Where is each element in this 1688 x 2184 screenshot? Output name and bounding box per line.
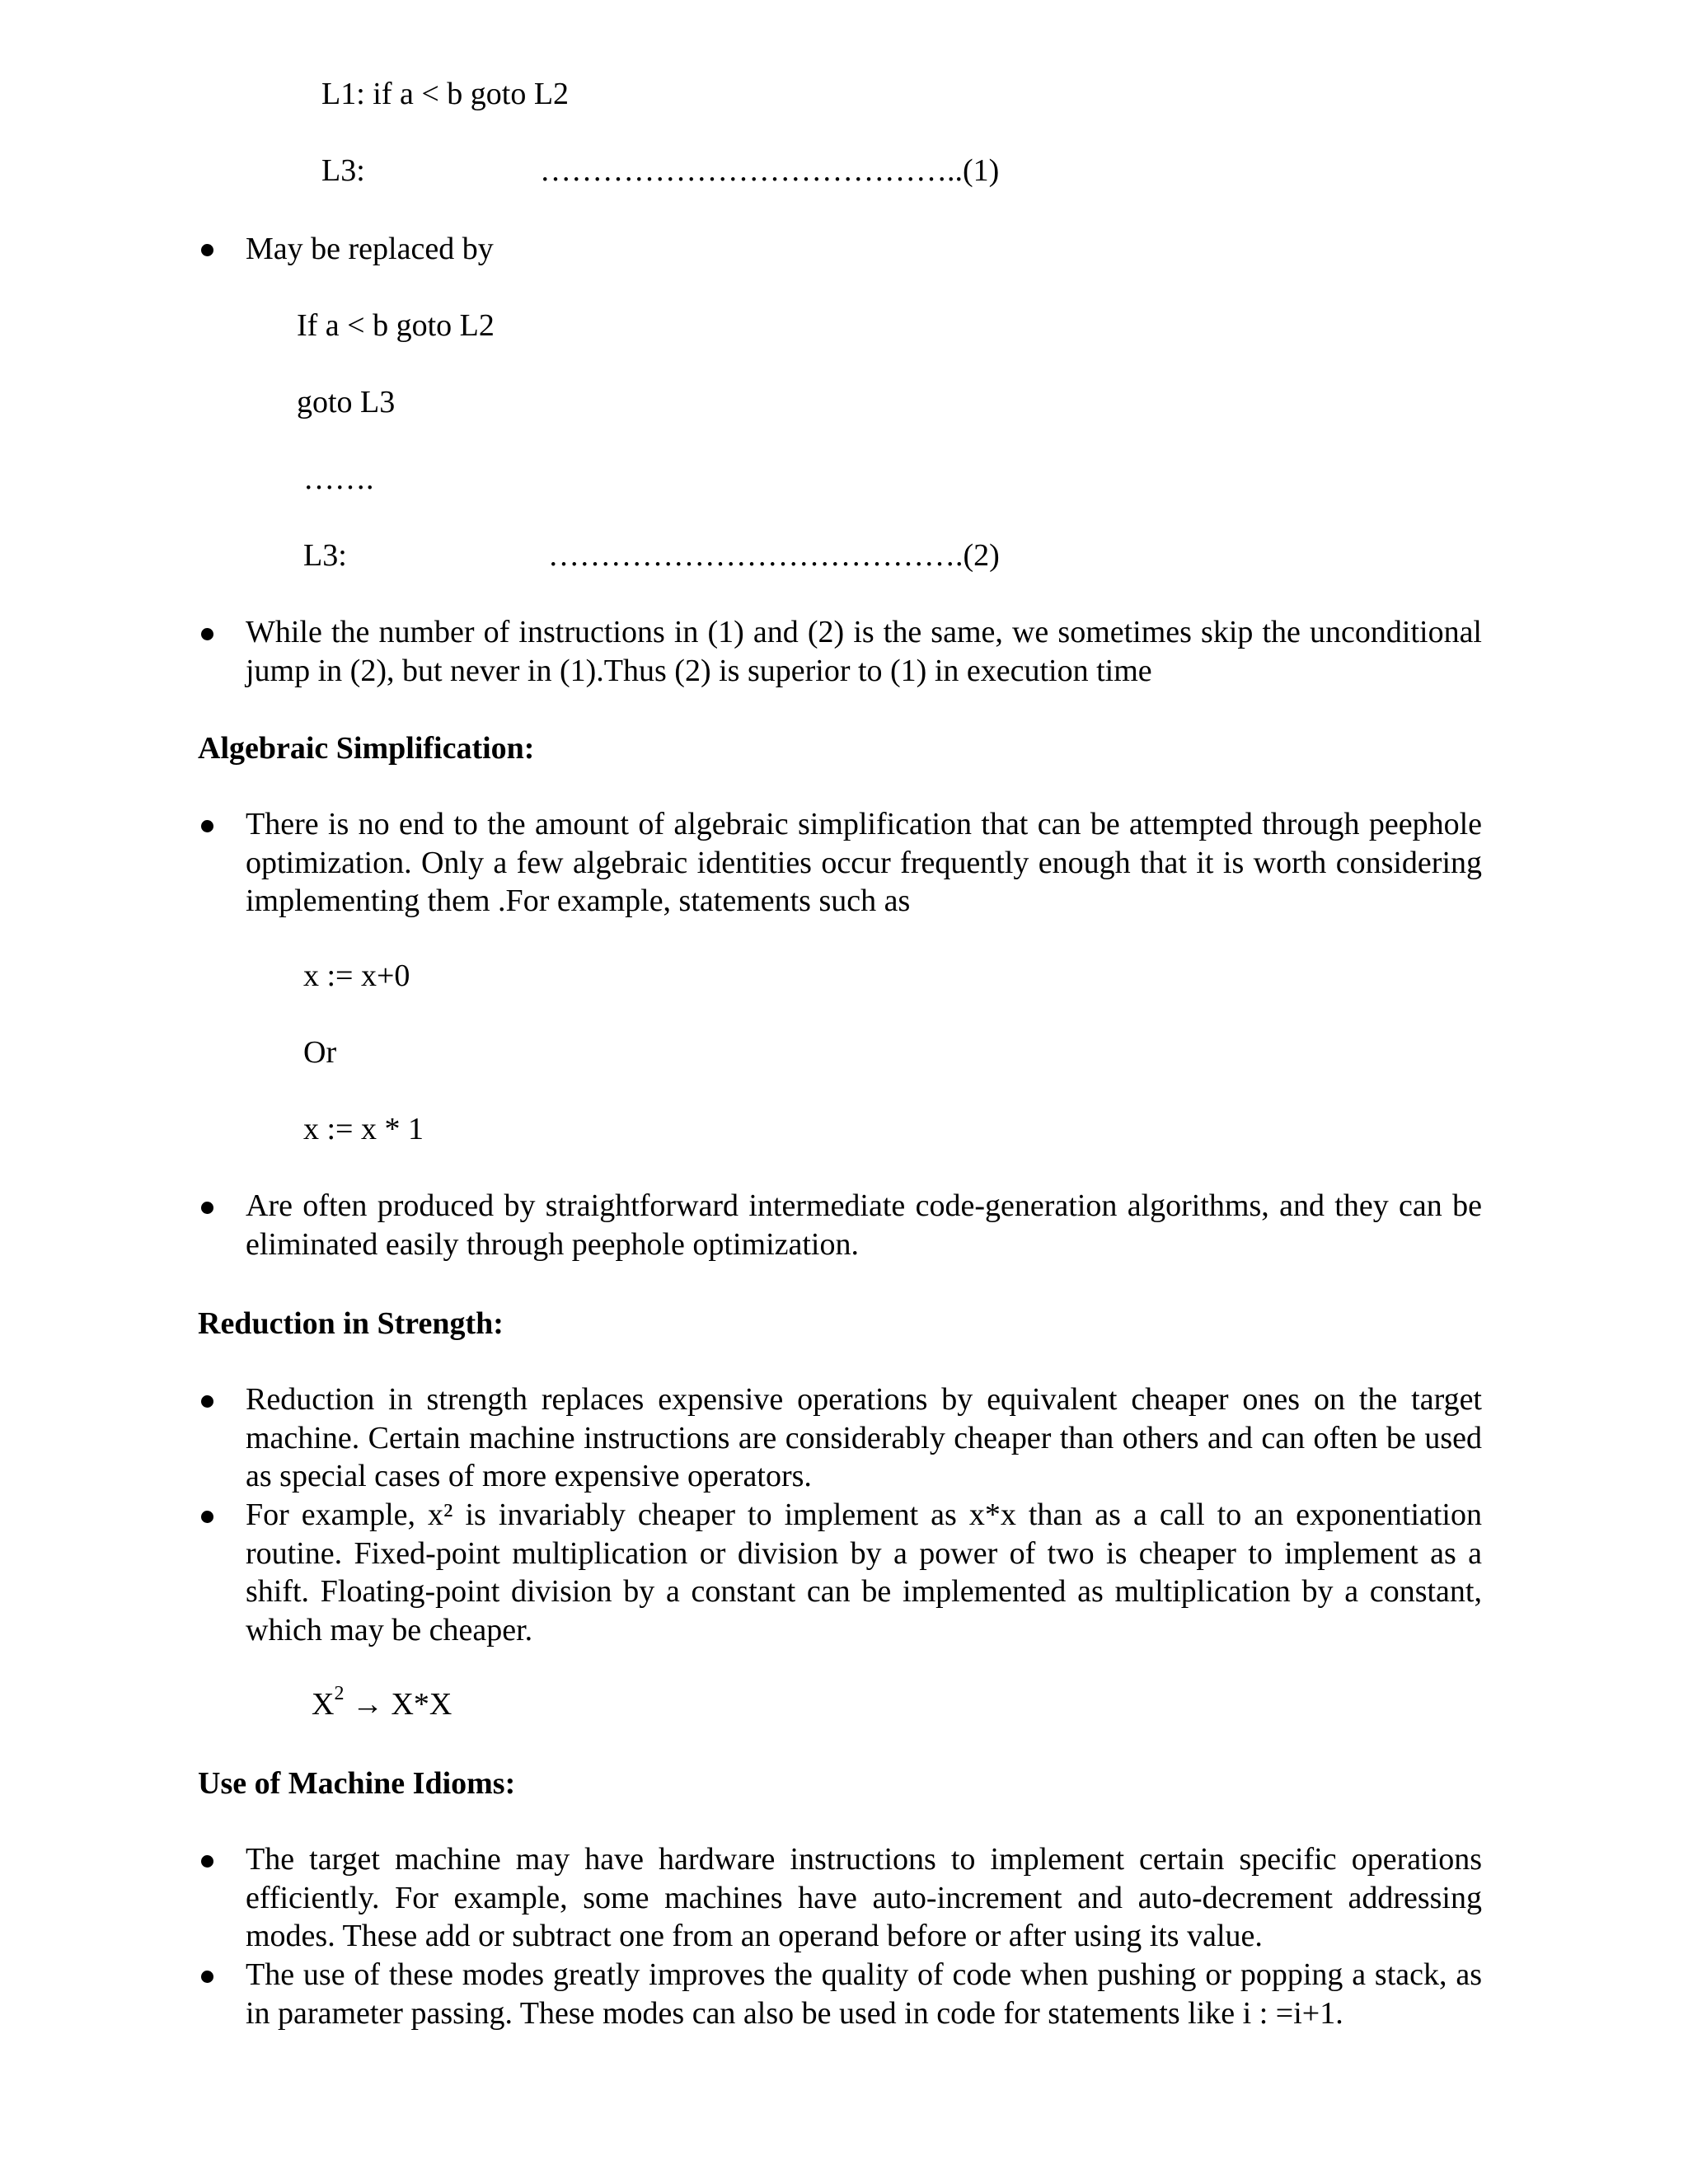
bullet-marker <box>201 628 213 640</box>
bullet-marker <box>201 244 213 256</box>
code-dots-2: ………………………………….(2) <box>548 538 1000 573</box>
code-line-x-times-one: x := x * 1 <box>303 1112 424 1146</box>
bullet-marker <box>201 820 213 832</box>
heading-algebraic-simplification: Algebraic Simplification: <box>198 731 535 766</box>
bullet-text-often: Are often produced by straightforward intermediate code-generation algorithms, and they can be eliminated easily through peephole optimization. <box>246 1188 1482 1262</box>
bullet-text-algebraic: There is no end to the amount of algebraic simplification that can be attempted through peephole optimization. Only a few algebraic identities occur frequently enough that it is worth considering implementing them .For example, statements such as <box>246 807 1482 918</box>
heading-machine-idioms: Use of Machine Idioms: <box>198 1766 516 1801</box>
code-dots-1: …………………………………..(1) <box>540 153 1000 188</box>
bullet-text-idioms-2: The use of these modes greatly improves the quality of code when pushing or popping a stack, as in parameter passing. These modes can also be used in code for statements like i : =i+1. <box>246 1957 1482 2031</box>
bullet-text-reduction-2: For example, x² is invariably cheaper to implement as x*x than as a call to an exponentiation routine. Fixed-point multiplication or division by a power of two is cheaper to implement as a shift. Floating-point division by a constant can be implemented as multiplication by a constant, which may be cheaper. <box>246 1497 1482 1647</box>
bullet-text-idioms-1: The target machine may have hardware instructions to implement certain specific operations efficiently. For example, some machines have auto-increment and auto-decrement addressing modes. These add or subtract one from an operand before or after using its value. <box>246 1842 1482 1953</box>
code-line-x-plus-zero: x := x+0 <box>303 958 410 993</box>
code-label-l3-second: L3: <box>303 538 347 573</box>
bullet-text-replace: May be replaced by <box>246 232 494 266</box>
code-label-l3: L3: <box>321 153 365 188</box>
bullet-marker <box>201 1511 213 1523</box>
bullet-marker <box>201 1971 213 1983</box>
bullet-marker <box>201 1855 213 1868</box>
bullet-text-reduction-1: Reduction in strength replaces expensive operations by equivalent cheaper ones on the target machine. Certain machine instructions are considerably cheaper than others and can often be used as special cases of more expensive operators. <box>246 1382 1482 1493</box>
code-line-l1: L1: if a < b goto L2 <box>321 77 570 111</box>
formula-rest: → X*X <box>344 1687 452 1722</box>
code-line-if: If a < b goto L2 <box>297 308 495 343</box>
bullet-marker <box>201 1395 213 1408</box>
bullet-text-while: While the number of instructions in (1) and (2) is the same, we sometimes skip the unconditional jump in (2), but never in (1).Thus (2) is superior to (1) in execution time <box>246 615 1482 688</box>
formula-x-squared <box>312 1685 452 1723</box>
code-line-or: Or <box>303 1035 337 1070</box>
code-line-ellipsis: ……. <box>303 462 374 496</box>
formula-exponent: 2 <box>334 1683 345 1704</box>
code-line-goto: goto L3 <box>297 385 396 419</box>
heading-reduction-in-strength: Reduction in Strength: <box>198 1306 504 1341</box>
formula-base: X <box>312 1687 335 1722</box>
bullet-marker <box>201 1202 213 1214</box>
